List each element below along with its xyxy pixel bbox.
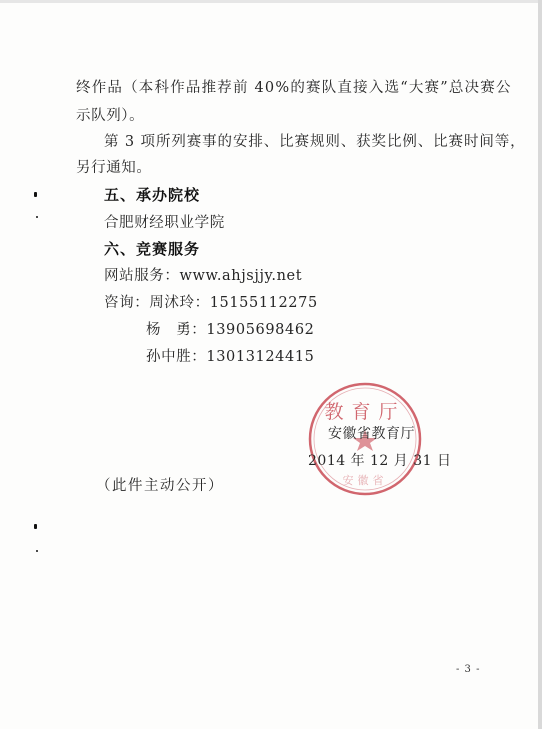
svg-text:教育厅: 教育厅 (324, 401, 406, 423)
scan-speck (36, 216, 38, 218)
contact-line: 孙中胜：13013124415 (146, 349, 315, 365)
scan-speck (36, 550, 38, 552)
contact-line: 咨询：周沭玲：15155112275 (104, 295, 318, 311)
issue-date: 2014 年 12 月 31 日 (308, 453, 452, 469)
issuer-name: 安徽省教育厅 (328, 426, 415, 442)
host-school-name: 合肥财经职业学院 (104, 215, 225, 231)
section-heading-host-school: 五、承办院校 (104, 186, 201, 204)
website-line: 网站服务：www.ahjsjjy.net (104, 268, 303, 284)
body-line: 第 3 项所列赛事的安排、比赛规则、获奖比例、比赛时间等， (104, 134, 526, 150)
scan-edge-right (538, 0, 542, 729)
disclosure-note: （此件主动公开） (96, 478, 224, 494)
body-line: 示队列）。 (76, 108, 145, 124)
svg-text:安徽省: 安徽省 (342, 474, 388, 487)
scan-edge-top (0, 0, 542, 3)
scan-speck (34, 192, 37, 197)
body-line: 另行通知。 (76, 160, 152, 176)
page-number: - 3 - (456, 664, 481, 675)
contact-line: 杨 勇：13905698462 (146, 322, 315, 338)
section-heading-services: 六、竞赛服务 (104, 240, 201, 258)
scan-speck (34, 524, 37, 529)
body-line: 终作品（本科作品推荐前 40%的赛队直接入选“大赛”总决赛公 (76, 80, 512, 96)
